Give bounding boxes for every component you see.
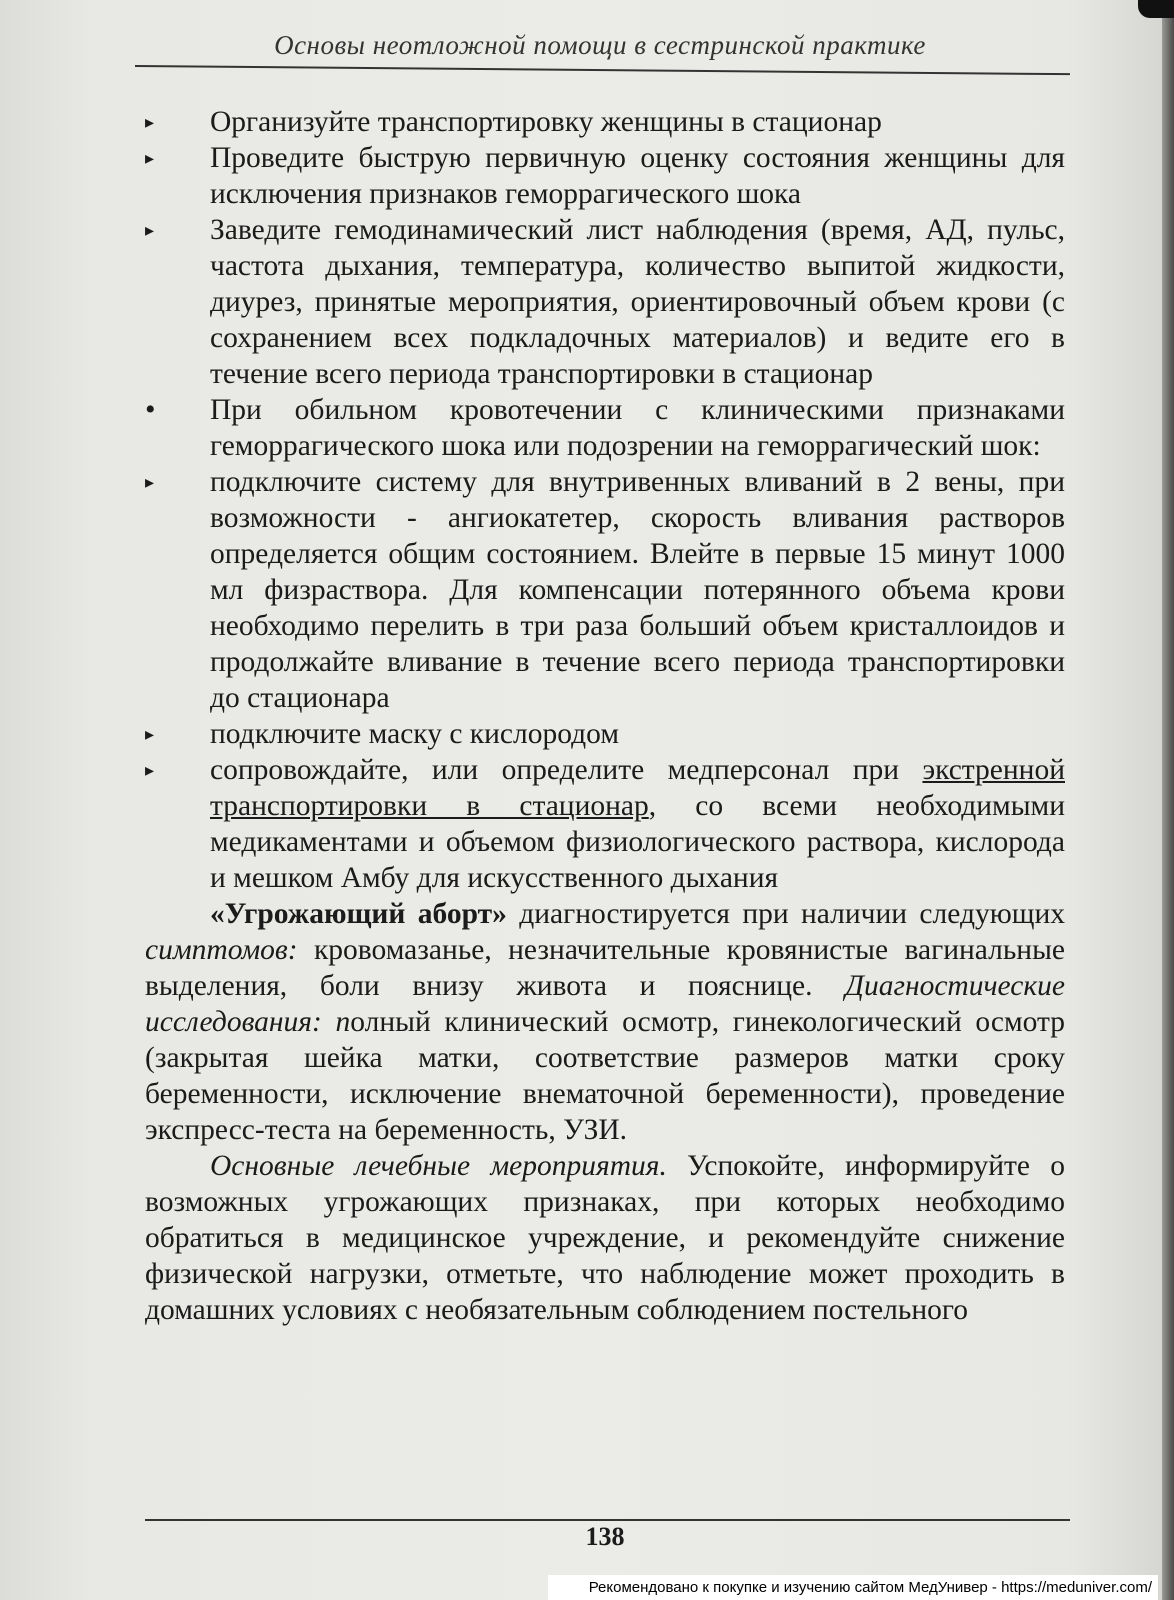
- footer-divider: [145, 1519, 1070, 1521]
- page-number: 138: [585, 1522, 625, 1551]
- term-bold: «Угрожающий аборт»: [210, 898, 507, 930]
- list-item-text: сопровождайте, или определите медперсонал при: [210, 754, 923, 786]
- list-item-text: Проведите быструю первичную оценку состояния женщины для исключения признаков геморрагического шока: [210, 142, 1065, 210]
- list-item: [145, 104, 1065, 140]
- list-item: [145, 716, 1065, 752]
- paragraph-text: диагностируется при наличии следующих: [506, 898, 1066, 930]
- bullet-arrow-icon: ▸: [145, 724, 155, 744]
- corner-tab: [1138, 0, 1174, 18]
- list-item: [145, 140, 1065, 212]
- list-item-text: Организуйте транспортировку женщины в стационар: [210, 106, 882, 138]
- term-italic: симптомов:: [145, 934, 298, 966]
- page-body: [145, 104, 1065, 1328]
- list-item: [145, 392, 1065, 464]
- paragraph-text: кровомазанье, незначительные кровянистые вагинальные выделения, боли внизу живота и пояснице.: [145, 934, 1065, 1002]
- list-item-text: подключите систему для внутривенных вливаний в 2 вены, при возможности - ангиокатетер, скорость вливания растворов определяется общим состоянием. Влейте в первые 15 минут 1000 мл физраствора. Для компенсации потерянного объема крови необходимо перелить в три раза больший объем кристаллоидов и продолжайте вливание в течение всего периода транспортировки до стационара: [210, 466, 1065, 714]
- list-item: [145, 212, 1065, 392]
- bullet-arrow-icon: ▸: [145, 220, 155, 240]
- list-item: [145, 464, 1065, 716]
- page-edge-shadow: [1162, 0, 1174, 1600]
- watermark-link[interactable]: Рекомендовано к покупке и изучению сайтом МедУнивер - https://meduniver.com/: [548, 1575, 1158, 1600]
- list-item-text: При обильном кровотечении с клиническими признаками геморрагического шока или подозрении на геморрагический шок:: [210, 394, 1065, 462]
- term-italic: Основные лечебные мероприятия.: [210, 1150, 667, 1182]
- bullet-arrow-icon: ▸: [145, 472, 155, 492]
- list-item-text: подключите маску с кислородом: [210, 718, 620, 750]
- paragraph-treatment: [145, 1148, 1065, 1328]
- paragraph-text: Успокойте, информируйте о возможных угрожающих признаках, при которых необходимо обратиться в медицинское учреждение, и рекомендуйте снижение физической нагрузки, отметьте, что наблюдение может проходить в домашних условиях с необязательным соблюдением постельного: [145, 1150, 1065, 1326]
- bullet-arrow-icon: ▸: [145, 112, 155, 132]
- header-divider: [135, 65, 1070, 75]
- term-italic: Диагностические исследования: п: [145, 970, 1065, 1038]
- bullet-dot-icon: •: [145, 393, 156, 426]
- bullet-list: [145, 104, 1065, 896]
- paragraph-threatened-abortion: [145, 896, 1065, 1148]
- bullet-arrow-icon: ▸: [145, 148, 155, 168]
- bullet-arrow-icon: ▸: [145, 760, 155, 780]
- underlined-phrase: экстренной транспортировки в стационар: [210, 754, 1065, 822]
- paragraph-text: олный клинический осмотр, гинекологический осмотр (закрытая шейка матки, соответствие размеров матки сроку беременности, исключение внематочной беременности), проведение экспресс-теста на беременность, УЗИ.: [145, 1006, 1065, 1146]
- list-item-text: , со всеми необходимыми медикаментами и объемом физиологического раствора, кислорода и мешком Амбу для искусственного дыхания: [210, 790, 1065, 894]
- list-item-text: Заведите гемодинамический лист наблюдения (время, АД, пульс, частота дыхания, температура, количество выпитой жидкости, диурез, принятые мероприятия, ориентировочный объем крови (с сохранением всех подкладочных материалов) и ведите его в течение всего периода транспортировки в стационар: [210, 214, 1065, 390]
- list-item: [145, 752, 1065, 896]
- running-title: Основы неотложной помощи в сестринской практике: [274, 30, 926, 60]
